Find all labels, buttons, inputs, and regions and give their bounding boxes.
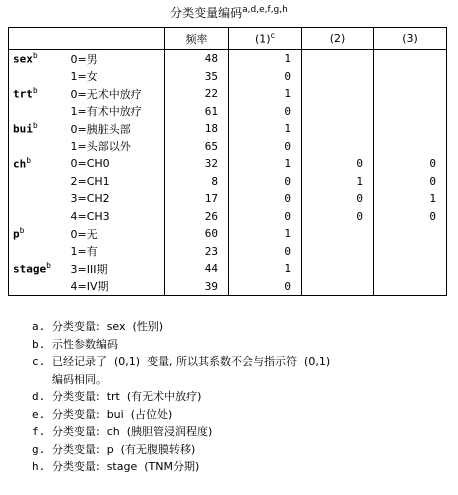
header-col2: (2) <box>302 28 374 50</box>
category-label-text: 4=CH3 <box>70 209 110 223</box>
frequency-cell <box>165 243 229 261</box>
param-col1-cell <box>229 120 302 138</box>
footnote <box>32 388 442 406</box>
footnote-text: 已经记录了 (0,1) 变量, 所以其系数不会与指示符 (0,1) 编码相同。 <box>52 355 331 386</box>
footnotes <box>32 318 442 476</box>
param-col1-cell-text: 1 <box>284 262 291 276</box>
frequency-cell-text: 22 <box>204 87 218 101</box>
param-col2-cell <box>302 260 374 278</box>
category-label-text: 3=CH2 <box>70 192 110 206</box>
footnote <box>32 406 442 424</box>
param-col1-cell-text: 0 <box>284 209 291 223</box>
footnote-letter: h. <box>32 460 46 473</box>
category-label <box>67 173 165 191</box>
footnote <box>32 318 442 336</box>
param-col3-cell-text: 1 <box>429 192 436 206</box>
param-col1-cell-text: 1 <box>284 87 291 101</box>
variable-name-sup: b <box>32 51 38 61</box>
frequency-cell-text: 44 <box>204 262 218 276</box>
param-col1-cell-text: 1 <box>284 122 291 136</box>
param-col2-cell <box>302 138 374 156</box>
footnote <box>32 336 442 354</box>
footnote-letter: a. <box>32 320 46 333</box>
frequency-cell-text: 39 <box>204 279 218 293</box>
param-col2-cell <box>302 243 374 261</box>
param-col2-cell <box>302 173 374 191</box>
param-col1-cell-text: 0 <box>284 192 291 206</box>
variable-name <box>9 155 67 173</box>
table-row <box>9 68 447 86</box>
variable-name <box>9 68 67 86</box>
table-row <box>9 85 447 103</box>
footnote-letter: g. <box>32 442 46 456</box>
frequency-cell <box>165 103 229 121</box>
category-label <box>67 225 165 243</box>
param-col1-cell <box>229 225 302 243</box>
footnote <box>32 458 442 476</box>
param-col3-cell <box>374 85 447 103</box>
frequency-cell-text: 26 <box>204 209 218 223</box>
header-col1-sup: c <box>270 31 275 41</box>
param-col2-cell-text: 0 <box>356 209 363 223</box>
footnote-text: 示性参数编码 <box>52 337 118 351</box>
variable-name <box>9 278 67 296</box>
footnote-letter: e. <box>32 407 46 421</box>
category-label-text: 0=胰脏头部 <box>70 122 131 136</box>
param-col3-cell <box>374 120 447 138</box>
frequency-cell-text: 23 <box>204 244 218 258</box>
variable-name-text: trt <box>13 88 33 102</box>
param-col2-cell-text: 1 <box>356 174 363 188</box>
param-col2-cell-text: 0 <box>356 157 363 171</box>
frequency-cell <box>165 225 229 243</box>
frequency-cell <box>165 120 229 138</box>
param-col1-cell <box>229 173 302 191</box>
param-col1-cell <box>229 190 302 208</box>
frequency-cell <box>165 190 229 208</box>
frequency-cell-text: 32 <box>204 157 218 171</box>
param-col2-cell <box>302 103 374 121</box>
param-col1-cell <box>229 103 302 121</box>
table-row <box>9 138 447 156</box>
param-col3-cell-text: 0 <box>429 174 436 188</box>
frequency-cell-text: 8 <box>211 174 218 188</box>
category-label <box>67 120 165 138</box>
table-title <box>0 4 458 21</box>
category-label <box>67 155 165 173</box>
variable-name-text: ch <box>13 158 27 172</box>
frequency-cell-text: 17 <box>204 192 218 206</box>
param-col1-cell <box>229 68 302 86</box>
footnote <box>32 441 442 459</box>
category-label <box>67 260 165 278</box>
footnote-letter: d. <box>32 390 46 403</box>
param-col2-cell <box>302 190 374 208</box>
category-label-text: 0=无术中放疗 <box>70 87 142 101</box>
param-col1-cell-text: 0 <box>284 279 291 293</box>
param-col2-cell-text: 0 <box>356 192 363 206</box>
category-label <box>67 103 165 121</box>
frequency-cell <box>165 138 229 156</box>
frequency-cell-text: 60 <box>204 227 218 241</box>
footnote <box>32 423 442 441</box>
param-col3-cell <box>374 68 447 86</box>
param-col1-cell <box>229 208 302 226</box>
table-body <box>9 50 447 296</box>
category-label <box>67 278 165 296</box>
footnote-letter: f. <box>32 425 46 438</box>
frequency-cell-text: 48 <box>204 52 218 66</box>
variable-name <box>9 243 67 261</box>
param-col3-cell <box>374 155 447 173</box>
param-col1-cell <box>229 243 302 261</box>
variable-name <box>9 260 67 278</box>
category-label <box>67 68 165 86</box>
param-col2-cell <box>302 155 374 173</box>
param-col2-cell <box>302 85 374 103</box>
param-col3-cell <box>374 278 447 296</box>
param-col2-cell <box>302 225 374 243</box>
table-row <box>9 173 447 191</box>
frequency-cell-text: 65 <box>204 139 218 153</box>
param-col1-cell-text: 0 <box>284 174 291 188</box>
table-row <box>9 50 447 68</box>
frequency-cell <box>165 155 229 173</box>
param-col1-cell <box>229 138 302 156</box>
footnote-letter: c. <box>32 355 46 368</box>
header-frequency: 频率 <box>165 28 229 50</box>
frequency-cell <box>165 50 229 68</box>
frequency-cell-text: 35 <box>204 69 218 83</box>
category-label-text: 1=女 <box>70 70 98 84</box>
category-label-text: 1=有 <box>70 245 98 259</box>
param-col3-cell <box>374 208 447 226</box>
param-col1-cell <box>229 260 302 278</box>
param-col1-cell <box>229 50 302 68</box>
param-col2-cell <box>302 50 374 68</box>
variable-name-sup: b <box>32 121 38 131</box>
category-label <box>67 85 165 103</box>
param-col2-cell <box>302 120 374 138</box>
category-label <box>67 138 165 156</box>
variable-name <box>9 138 67 156</box>
category-label-text: 2=CH1 <box>70 174 110 188</box>
variable-name-sup: b <box>46 261 51 271</box>
table-row <box>9 208 447 226</box>
param-col3-cell-text: 0 <box>429 157 436 171</box>
param-col2-cell <box>302 68 374 86</box>
param-col3-cell <box>374 260 447 278</box>
variable-name <box>9 190 67 208</box>
variable-name-sup: b <box>19 226 25 236</box>
param-col3-cell <box>374 225 447 243</box>
category-label-text: 1=有术中放疗 <box>70 105 142 119</box>
frequency-cell <box>165 173 229 191</box>
footnote-text: 分类变量: ch (胰胆管浸润程度) <box>52 425 213 438</box>
variable-name-sup: b <box>32 86 38 96</box>
table-row <box>9 278 447 296</box>
table-title-superscript: a,d,e,f,g,h <box>242 5 288 15</box>
frequency-cell-text: 18 <box>204 122 218 136</box>
category-label-text: 3=III期 <box>70 262 108 276</box>
category-label-text: 1=头部以外 <box>70 140 131 154</box>
category-label-text: 0=CH0 <box>70 157 110 171</box>
param-col3-cell <box>374 243 447 261</box>
category-label <box>67 50 165 68</box>
variable-name-text: bui <box>13 123 33 137</box>
category-label <box>67 190 165 208</box>
param-col1-cell-text: 1 <box>284 157 291 171</box>
param-col1-cell-text: 1 <box>284 227 291 241</box>
header-col1 <box>229 28 302 50</box>
variable-name <box>9 120 67 138</box>
variable-name <box>9 85 67 103</box>
footnote-text: 分类变量: bui (占位处) <box>52 407 173 421</box>
variable-name-text: sex <box>13 53 33 67</box>
header-col1-label: (1) <box>255 32 271 46</box>
category-label-text: 0=男 <box>70 52 98 66</box>
param-col1-cell <box>229 278 302 296</box>
param-col3-cell <box>374 138 447 156</box>
frequency-cell <box>165 260 229 278</box>
param-col3-cell <box>374 173 447 191</box>
coding-table <box>8 27 447 296</box>
table-title-text: 分类变量编码 <box>170 6 243 20</box>
variable-name <box>9 173 67 191</box>
table-row <box>9 243 447 261</box>
frequency-cell-text: 61 <box>204 104 218 118</box>
param-col2-cell <box>302 208 374 226</box>
category-label-text: 0=无 <box>70 227 98 241</box>
table-row <box>9 155 447 173</box>
table-row <box>9 260 447 278</box>
table-row <box>9 190 447 208</box>
footnote-letter: b. <box>32 337 46 351</box>
header-blank <box>9 28 165 50</box>
table-row <box>9 225 447 243</box>
param-col1-cell-text: 1 <box>284 52 291 66</box>
category-label <box>67 243 165 261</box>
footnote-text: 分类变量: trt (有无术中放疗) <box>52 390 202 403</box>
footnote-text: 分类变量: p (有无腹膜转移) <box>52 442 196 456</box>
header-col3: (3) <box>374 28 447 50</box>
param-col3-cell <box>374 50 447 68</box>
variable-name <box>9 225 67 243</box>
table-row <box>9 103 447 121</box>
variable-name-sup: b <box>26 156 32 166</box>
param-col3-cell-text: 0 <box>429 209 436 223</box>
footnote-text: 分类变量: sex (性别) <box>52 320 164 333</box>
variable-name-text: p <box>13 228 20 242</box>
category-label <box>67 208 165 226</box>
variable-name <box>9 103 67 121</box>
param-col3-cell <box>374 190 447 208</box>
param-col1-cell-text: 0 <box>284 69 291 83</box>
param-col3-cell <box>374 103 447 121</box>
header-row <box>9 28 447 50</box>
param-col1-cell <box>229 85 302 103</box>
frequency-cell <box>165 208 229 226</box>
param-col1-cell-text: 0 <box>284 104 291 118</box>
param-col1-cell-text: 0 <box>284 244 291 258</box>
footnote-text: 分类变量: stage (TNM分期) <box>52 460 200 473</box>
frequency-cell <box>165 85 229 103</box>
footnote <box>32 353 442 388</box>
param-col2-cell <box>302 278 374 296</box>
category-label-text: 4=IV期 <box>70 280 109 294</box>
param-col1-cell <box>229 155 302 173</box>
variable-name <box>9 208 67 226</box>
variable-name-text: stage <box>13 263 47 277</box>
frequency-cell <box>165 68 229 86</box>
param-col1-cell-text: 0 <box>284 139 291 153</box>
variable-name <box>9 50 67 68</box>
frequency-cell <box>165 278 229 296</box>
table-row <box>9 120 447 138</box>
